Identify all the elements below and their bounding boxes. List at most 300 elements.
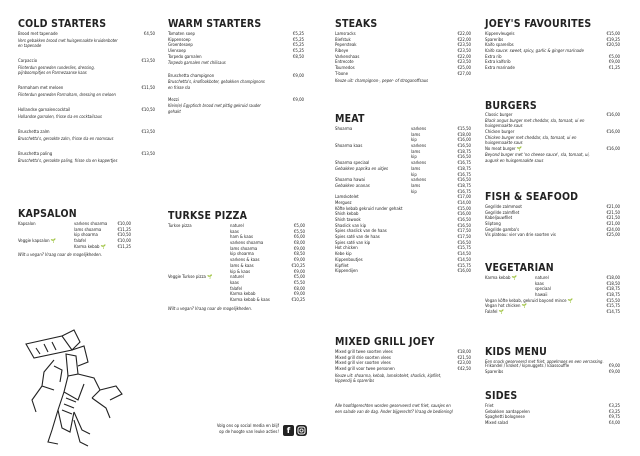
cold-starters-section <box>18 0 155 174</box>
item-variant: kip <box>411 138 417 144</box>
item-price: €15,75 <box>606 304 620 310</box>
item-description: Torpedo garnalen met chilisaus <box>168 60 226 66</box>
meat-section <box>335 113 471 275</box>
item-price: €22,00 <box>457 54 471 60</box>
item-name: Sliptong <box>485 222 501 228</box>
item-name: Pepersteak <box>335 43 357 49</box>
item-name: Shoarma speciaal <box>335 161 370 167</box>
item-variant: varkens shoarma <box>230 241 264 247</box>
item-description: Bruschetta's, gerookte zalm, frisse sla en roomsaus <box>18 135 114 141</box>
item-name: Parmaham met meloen <box>18 86 64 92</box>
item-name: Mixed grill twee soorten vlees <box>335 350 393 355</box>
turkse-pizza-title: TURKSE PIZZA <box>168 210 248 222</box>
item-name: Carpaccio <box>18 59 38 65</box>
item-price: €23,50 <box>457 43 471 49</box>
item-name: Chicken burger met cheddar, sla, tomaat, ui en <box>485 135 577 141</box>
item-price: €16,00 <box>457 269 471 275</box>
item-variant: varkens <box>411 178 427 184</box>
item-name: Groentesoep <box>168 43 193 49</box>
item-price: €20,50 <box>606 43 620 49</box>
item-price: €5,00 <box>608 54 620 60</box>
item-variant: kip shoarma <box>74 233 98 239</box>
item-name: Merguez <box>335 200 352 206</box>
item-name: No meat burger 🌱 <box>485 147 523 153</box>
sides-section <box>485 390 620 427</box>
sides-list <box>485 404 620 427</box>
item-price: €5,50 <box>293 229 305 235</box>
item-price: €16,50 <box>457 144 471 150</box>
item-price: €9,00 <box>293 269 305 275</box>
item-price: €14,00 <box>457 200 471 206</box>
item-name: huisgemaakte saus <box>485 141 523 147</box>
item-price: €14,50 <box>457 252 471 258</box>
mixed-grill-title: MIXED GRILL JOEY <box>335 336 435 348</box>
item-name: Spareribs <box>485 37 504 43</box>
item-price: €18,00 <box>457 350 471 355</box>
item-price: €4,00 <box>608 421 620 427</box>
item-name: Kippensoep <box>168 37 191 43</box>
item-price: €5,50 <box>293 280 305 286</box>
item-variant: varkens & kaas <box>230 258 260 264</box>
item-name: Köfte kebab gekruid runder gehakt <box>335 206 403 212</box>
item-name: Kipfilet <box>335 263 349 269</box>
burgers-list <box>485 113 620 164</box>
meat-list <box>335 127 471 275</box>
menu-item <box>168 98 304 104</box>
item-name: Shish tawook <box>335 218 361 223</box>
facebook-icon[interactable]: f <box>283 425 294 436</box>
menu-item <box>168 74 304 80</box>
item-description: pijnboompitjes en Parmezaanse kaas <box>18 69 87 75</box>
item-name: Spaghetti bolognese <box>485 415 525 421</box>
item-price: €25,00 <box>457 66 471 72</box>
item-variant: lams <box>411 166 421 172</box>
social-line-1: Volg ons op social media en blijf <box>216 424 279 429</box>
item-price: €5,25 <box>292 32 304 37</box>
item-name: Gebakken aardappelen <box>485 409 530 415</box>
item-name: Falafel 🌱 <box>485 310 505 316</box>
item-price: €21,00 <box>606 205 620 210</box>
item-name: Shoarma <box>335 127 353 132</box>
item-variant: lams & kaas <box>230 263 254 269</box>
item-name: Uiensoep <box>168 49 186 55</box>
item-name: Extra marinade <box>485 66 515 72</box>
item-name: Shoarma hawai <box>335 178 365 184</box>
item-description: en frisse sla <box>168 84 191 90</box>
steaks-list <box>335 32 471 78</box>
item-price: €3,25 <box>608 404 620 409</box>
mixed-grill-list <box>335 350 471 373</box>
item-price: €11,50 <box>141 86 155 92</box>
item-name: augurk en huisgemaakte saus <box>485 158 544 164</box>
item-name: Spies shaslick van de haas <box>335 229 387 235</box>
item-price: €17,50 <box>457 235 471 241</box>
menu-item <box>18 108 155 114</box>
item-variant: lams <box>411 183 421 189</box>
item-price: €3,25 <box>608 409 620 415</box>
item-variant: kaas <box>230 280 239 286</box>
item-description: Bruschetta's, knoflookboter, gebakken champignons <box>168 79 265 85</box>
item-price: €23,50 <box>457 49 471 55</box>
item-price: €10,50 <box>117 233 131 239</box>
item-price: €16,50 <box>457 155 471 161</box>
item-description: Vers gebakken brood met huisgemaakte kruidenboter <box>18 37 118 43</box>
item-variant: kip <box>411 155 417 161</box>
menu-item <box>335 367 471 373</box>
item-name: Veggie Turkse pizza 🌱 <box>168 275 213 281</box>
item-price: €16,50 <box>457 218 471 223</box>
item-variant: Karma kebab & kaas <box>230 297 270 303</box>
item-price: €16,75 <box>457 172 471 178</box>
item-price: €13,50 <box>141 59 155 65</box>
item-variant: lams shoarma <box>230 246 258 252</box>
item-name: Extra rib <box>485 54 502 60</box>
item-variant: speciaal <box>535 287 551 293</box>
item-variant: kip shoarma <box>230 252 254 258</box>
item-variant: kip <box>411 172 417 178</box>
sides-title: SIDES <box>485 390 518 402</box>
item-price: €6,00 <box>293 235 305 241</box>
item-description: Klein(e) Egyptisch brood met pittig gekruid rauder <box>168 103 261 109</box>
item-variant: varkens shoarma <box>74 222 108 227</box>
item-price: €18,00 <box>606 276 620 281</box>
item-price: €15,00 <box>606 32 620 37</box>
item-variant: falafel <box>74 239 86 245</box>
item-name: Kaifo spareribs <box>485 43 514 49</box>
menu-item <box>485 421 620 427</box>
item-description: Bruschetta's, gerookte paling, frisse sla en kappertjes <box>18 157 118 163</box>
item-price: €10,00 <box>117 222 131 227</box>
favourites-list <box>485 32 620 72</box>
menu-item <box>335 72 471 78</box>
item-name: Gebakken ananas <box>335 183 370 189</box>
favourites-title: JOEY'S FAVOURITES <box>485 18 592 30</box>
item-description: Hollandse garnalen, frisse sla en cocktailsaus <box>18 113 102 119</box>
fish-title: FISH & SEAFOOD <box>485 191 579 203</box>
pharaoh-mascot-illustration <box>14 320 134 450</box>
item-variant: kaas <box>535 281 544 287</box>
menu-item <box>18 245 131 251</box>
item-price: €18,75 <box>457 149 471 155</box>
item-price: €13,50 <box>141 151 155 157</box>
favourites-section <box>485 0 620 72</box>
turkse-pizza-note: Wilt u vegan? Vraag naar de mogelijkheden. <box>168 305 252 311</box>
item-name: Ribeye <box>335 49 349 55</box>
item-price: €23,00 <box>457 361 471 367</box>
item-price: €9,00 <box>293 258 305 264</box>
item-price: €10,25 <box>291 263 305 269</box>
kapsalon-title: KAPSALON <box>18 208 77 220</box>
item-name: Mixed grill voor twee personen <box>335 367 395 373</box>
item-variant: varkens <box>411 144 427 150</box>
menu-item <box>335 269 471 275</box>
item-price: €15,75 <box>457 246 471 252</box>
item-name: Mixed salad <box>485 421 508 427</box>
item-price: €42,50 <box>457 367 471 373</box>
kapsalon-section <box>18 208 131 258</box>
item-name: Beyond burger met 'no cheese sauce', sla, tomaat, ui, <box>485 152 590 158</box>
item-name: Chicken burger <box>485 130 515 136</box>
item-name: Kapsalon <box>18 222 36 227</box>
item-variant: hawaii <box>535 293 548 299</box>
item-price: €10,00 <box>117 239 131 245</box>
item-price: €8,00 <box>293 286 305 292</box>
item-name: T-bone <box>335 71 349 77</box>
item-variant: lams shoarma <box>74 227 102 233</box>
item-name: Mezzi <box>168 97 179 103</box>
item-variant: lams <box>411 149 421 155</box>
item-name: Kippenvleugels <box>485 32 515 37</box>
item-name: Gegrilde zalmfilet <box>485 210 520 216</box>
item-name: Turkse pizza <box>168 224 192 229</box>
item-variant: kip <box>411 189 417 195</box>
fish-section <box>485 191 620 239</box>
item-price: €9,00 <box>608 60 620 66</box>
mixed-grill-desc-2: kippendij & spareribs <box>335 377 375 383</box>
kids-menu-desc: Een snack geserveerd met friet, appelmoes en een verrassing. <box>485 359 604 364</box>
item-name: Extra kalfsrib <box>485 60 511 66</box>
item-variant: falafel <box>230 286 242 292</box>
item-name: Veggie kapsalon 🌱 <box>18 239 57 245</box>
item-price: €15,75 <box>457 263 471 269</box>
item-price: €11,25 <box>117 227 131 233</box>
turkse-pizza-list <box>168 224 305 304</box>
item-price: €15,50 <box>606 298 620 304</box>
item-variant: naturel <box>230 275 244 281</box>
item-price: €9,00 <box>292 97 304 103</box>
item-price: €24,00 <box>606 227 620 233</box>
menu-item <box>485 370 620 376</box>
item-price: €16,00 <box>606 147 620 153</box>
item-description: gehakt <box>168 108 181 114</box>
item-price: €27,00 <box>457 71 471 77</box>
item-name: Brood met tapenade <box>18 32 58 37</box>
item-name: Vegan hot chicken 🌱 <box>485 304 528 310</box>
item-name: Hot chicken <box>335 246 358 252</box>
instagram-icon[interactable] <box>296 425 307 436</box>
item-price: €9,00 <box>608 364 620 370</box>
mixed-grill-desc-1: Keuze uit: shoarma, kebab, lamskotelet, shaslick, kipfilet, <box>335 372 442 378</box>
item-name: Torpedo garnalen <box>168 54 202 60</box>
item-variant: kaas <box>230 229 239 235</box>
item-price: €10,50 <box>141 108 155 114</box>
item-price: €16,50 <box>457 178 471 184</box>
item-price: €18,75 <box>457 183 471 189</box>
item-price: €8,50 <box>292 54 304 60</box>
item-name: Black angus burger met cheddar, sla, tomaat, ui en <box>485 118 585 124</box>
item-price: €5,25 <box>292 43 304 49</box>
kids-menu-section <box>485 346 620 376</box>
item-price: €17,00 <box>457 195 471 201</box>
item-name: Bruschetta zalm <box>18 129 50 135</box>
item-price: €11,25 <box>117 244 131 250</box>
vegetarian-section <box>485 262 620 316</box>
turkse-pizza-section <box>168 210 305 311</box>
item-variant: naturel <box>535 276 549 281</box>
fish-list <box>485 205 620 239</box>
item-name: Shaslick van kip <box>335 223 367 229</box>
item-variant: ham & kaas <box>230 235 253 241</box>
meat-title: MEAT <box>335 113 365 125</box>
menu-item <box>18 59 155 65</box>
mains-note-1: Alle hoofdgerechten worden geserveerd met friet, sausjes en <box>335 403 451 409</box>
item-price: €16,50 <box>457 223 471 229</box>
item-price: €16,75 <box>457 161 471 167</box>
item-name: Vis plateau: vier van drie soorten vis <box>485 233 556 239</box>
item-price: €23,50 <box>457 60 471 66</box>
item-price: €21,50 <box>606 216 620 222</box>
item-name: Shish kebab <box>335 212 359 218</box>
item-name: Kebe kip <box>335 252 352 258</box>
burgers-title: BURGERS <box>485 100 537 112</box>
item-price: €18,75 <box>606 293 620 299</box>
item-name: Spareribs <box>485 370 504 376</box>
item-name: Entrecote <box>335 60 354 66</box>
item-name: Mixed grill vier soorten vlees <box>335 361 391 367</box>
item-name: Gebakken paprika en uitjes <box>335 166 389 172</box>
item-price: €15,50 <box>457 127 471 132</box>
item-price: €17,50 <box>457 229 471 235</box>
item-price: €9,00 <box>608 370 620 376</box>
item-price: €18,75 <box>457 166 471 172</box>
item-price: €19,25 <box>606 37 620 43</box>
item-name: Kaifo sauce: sweet, spicy, garlic & ginger marinade <box>485 49 584 55</box>
item-price: €21,00 <box>606 222 620 228</box>
item-price: €14,50 <box>457 257 471 263</box>
kids-menu-list <box>485 364 620 375</box>
menu-item <box>168 55 304 61</box>
item-name: Kabeljauwfilet <box>485 216 513 222</box>
social-line-2: op de hoogte van leuke acties! <box>219 429 279 435</box>
item-price: €18,00 <box>457 132 471 138</box>
item-variant: Karma kebab <box>230 292 256 298</box>
item-price: €21,50 <box>457 355 471 361</box>
cold-starters-list <box>18 32 155 174</box>
item-price: €18,50 <box>606 281 620 287</box>
steaks-note: Keuze uit: champignon-, peper- of stroganoffsaus <box>335 77 429 83</box>
item-name: Spies saté van de haas <box>335 235 380 241</box>
item-price: €16,50 <box>457 240 471 246</box>
item-name: Vegan köfte kebab, gekruid bayond mince 🌱 <box>485 298 574 304</box>
item-name: Lamskotelet <box>335 195 359 201</box>
item-price: €5,25 <box>292 49 304 55</box>
item-name: huisgemaakte saus <box>485 124 523 130</box>
item-variant: kip & kaas <box>230 269 251 275</box>
kapsalon-list <box>18 222 131 250</box>
item-price: €8,50 <box>293 252 305 258</box>
item-name: Bruschetta champignon <box>168 73 215 79</box>
menu-item <box>18 86 155 92</box>
item-name: Kippenboutjes <box>335 257 363 263</box>
item-price: €21,50 <box>606 210 620 216</box>
item-price: €14,75 <box>606 310 620 316</box>
item-price: €9,75 <box>608 415 620 421</box>
item-variant: Karma kebab 🌱 <box>74 244 107 250</box>
item-name: Gegrilde gamba's <box>485 227 520 233</box>
menu-item <box>485 66 620 72</box>
item-price: €15,00 <box>457 206 471 212</box>
item-name: Frikandel / kroket / kipnuggets / kaassouffle <box>485 364 570 370</box>
item-price: €16,00 <box>606 113 620 118</box>
item-price: €8,00 <box>293 241 305 247</box>
item-price: €5,25 <box>292 37 304 43</box>
item-price: €16,00 <box>606 130 620 136</box>
item-name: Spies saté van kip <box>335 240 371 246</box>
item-name: Biefstuk <box>335 37 351 43</box>
item-name: Tournedos <box>335 66 355 72</box>
item-price: €5,00 <box>293 275 305 281</box>
item-name: Bruschetta paling <box>18 151 53 157</box>
item-name: Shoarma kaas <box>335 144 363 150</box>
item-price: €16,75 <box>457 189 471 195</box>
item-name: Friet <box>485 404 494 409</box>
social-media-text <box>197 424 279 435</box>
menu-item <box>485 233 620 239</box>
menu-item <box>18 152 155 158</box>
item-name: Lamsracks <box>335 32 356 37</box>
menu-item <box>168 298 305 304</box>
warm-starters-section <box>168 0 304 122</box>
item-price: €22,00 <box>457 37 471 43</box>
steaks-section <box>335 0 471 83</box>
item-price: €5,00 <box>293 224 305 229</box>
item-price: €1,25 <box>608 66 620 72</box>
item-price: €9,00 <box>293 246 305 252</box>
mains-note-2: een salade van de dag. Ander bijgerecht? Vraag de bediening! <box>335 408 454 414</box>
item-name: Tomaten soep <box>168 32 195 37</box>
item-price: €16,00 <box>457 138 471 144</box>
menu-item <box>485 159 620 165</box>
item-variant: varkens <box>411 161 427 167</box>
item-price: €10,25 <box>291 297 305 303</box>
steaks-title: STEAKS <box>335 18 378 30</box>
item-name: Gegrilde zalmmoot <box>485 205 522 210</box>
kapsalon-note: Wilt u vegan? Vraag naar de mogelijkheden. <box>18 252 102 258</box>
item-description: en tapenade <box>18 42 42 48</box>
burgers-section <box>485 100 620 164</box>
item-name: Varkenshaas <box>335 54 360 60</box>
item-variant: naturel <box>230 224 244 229</box>
item-price: €18,75 <box>606 287 620 293</box>
vegetarian-title: VEGETARIAN <box>485 262 554 274</box>
item-price: €16,00 <box>457 212 471 218</box>
vegetarian-list <box>485 276 620 316</box>
item-price: €22,00 <box>457 32 471 37</box>
menu-item <box>18 130 155 136</box>
item-variant: lams <box>411 132 421 138</box>
item-name: Classic burger <box>485 113 513 118</box>
item-price: €25,00 <box>606 233 620 239</box>
menu-item <box>485 310 620 316</box>
mixed-grill-section <box>335 336 471 414</box>
cold-starters-title: COLD STARTERS <box>18 18 107 30</box>
item-price: €4,50 <box>143 32 155 37</box>
item-price: €9,00 <box>293 292 305 298</box>
item-name: Kippendijen <box>335 269 358 275</box>
kids-menu-title: KIDS MENU <box>485 346 548 358</box>
item-price: €13,50 <box>141 129 155 135</box>
warm-starters-title: WARM STARTERS <box>168 18 262 30</box>
item-description: Flinterdun gesneden runderlies, dressing, <box>18 64 95 70</box>
item-variant: varkens <box>411 127 427 132</box>
item-name: Karma kebab 🌱 <box>485 276 518 281</box>
item-price: €9,00 <box>292 73 304 79</box>
warm-starters-list <box>168 32 304 122</box>
menu-item <box>18 32 155 38</box>
item-name: Mixed grill drie soorten vlees <box>335 355 391 361</box>
item-description: Flinterdun gesneden Parmaham, dressing en meloen <box>18 91 116 97</box>
item-name: Hollandse garnalencocktail <box>18 108 71 114</box>
